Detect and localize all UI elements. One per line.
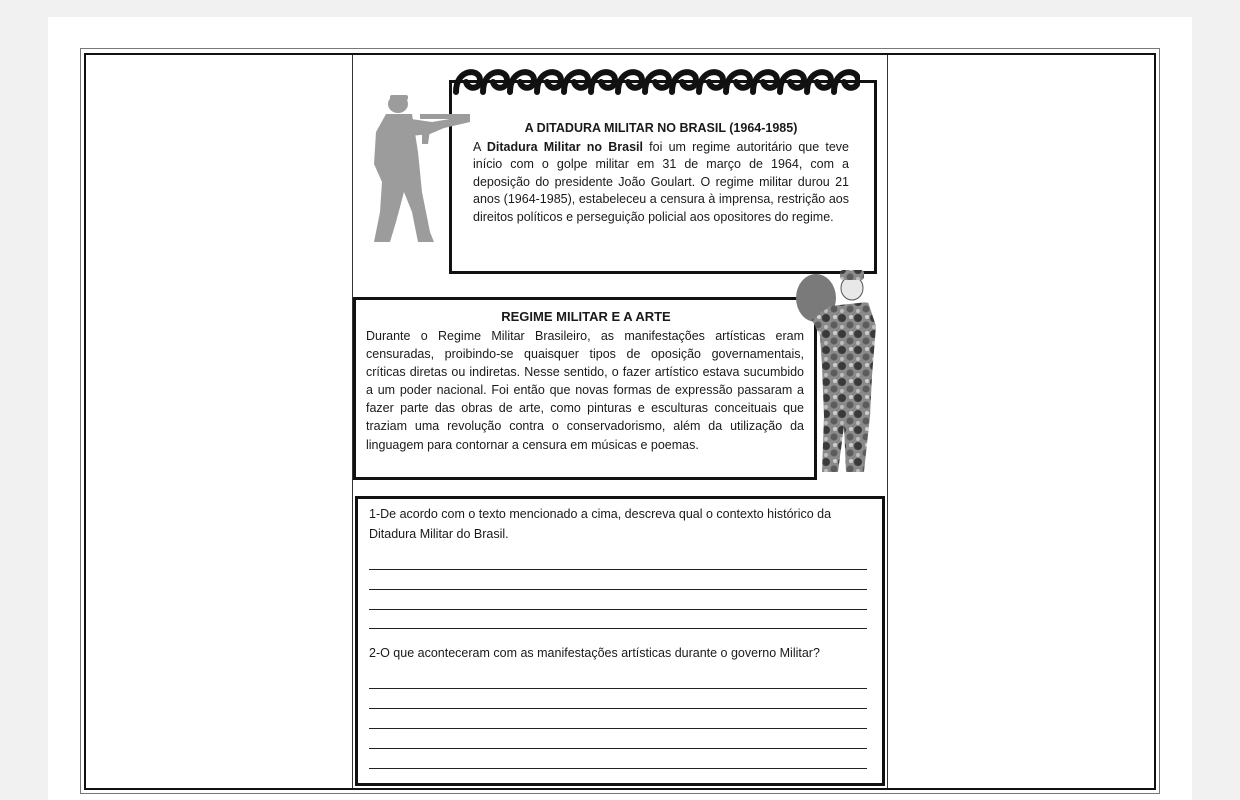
answer-line[interactable] xyxy=(369,569,867,570)
section2-text: Durante o Regime Militar Brasileiro, as manifestações artísticas eram censuradas, proibindo-se quaisquer tipos de oposição governamentais, críticas diretas ou indiretas. Nesse sentido, o fazer artístico estava sucumbido a um poder nacional. Foi então que novas formas de expressão passaram a fazer parte das obras de arte, como pinturas e esculturas conceituais que traziam uma revolução contra o conservadorismo, além da utilização da linguagem para contornar a censura em músicas e poemas. xyxy=(366,329,804,452)
section1-title: A DITADURA MILITAR NO BRASIL (1964-1985) xyxy=(524,121,798,135)
section1-intro-prefix: A xyxy=(473,140,487,154)
answer-line[interactable] xyxy=(369,589,867,590)
answer-line[interactable] xyxy=(369,688,867,689)
spiral-coil xyxy=(834,72,858,92)
spiral-coil xyxy=(726,72,750,92)
question-2: 2-O que aconteceram com as manifestações artísticas durante o governo Militar? xyxy=(369,646,820,660)
soldier-silhouette-icon xyxy=(360,92,480,252)
spiral-coil xyxy=(483,72,507,92)
section1-text xyxy=(473,139,849,226)
spiral-coil xyxy=(780,72,804,92)
spiral-coil xyxy=(537,72,561,92)
answer-line[interactable] xyxy=(369,728,867,729)
spiral-coil xyxy=(753,72,777,92)
camouflage-soldier-icon xyxy=(790,266,880,478)
answer-line[interactable] xyxy=(369,628,867,629)
column-divider-right xyxy=(887,55,888,788)
section1-text-body: foi um regime autoritário que teve início com o golpe militar em 31 de março de 1964, com a deposição do presidente João Goulart. O regime militar durou 21 anos (1964-1985), estabeleceu a censura à imprensa, restrição aos direitos políticos e perseguição policial aos opositores do regime. xyxy=(473,140,850,224)
spiral-coil xyxy=(618,72,642,92)
question-1: 1-De acordo com o texto mencionado a cima, descreva qual o contexto histórico da Ditadura Militar do Brasil. xyxy=(369,507,832,541)
section2-title: REGIME MILITAR E A ARTE xyxy=(501,309,671,324)
spiral-coil xyxy=(645,72,669,92)
spiral-coil xyxy=(510,72,534,92)
spiral-binding-icon xyxy=(452,60,860,102)
spiral-coil xyxy=(564,72,588,92)
spiral-coil xyxy=(672,72,696,92)
answer-line[interactable] xyxy=(369,768,867,769)
answer-line[interactable] xyxy=(369,748,867,749)
spiral-coil xyxy=(456,72,480,92)
answer-line[interactable] xyxy=(369,609,867,610)
section1-intro-bold: Ditadura Militar no Brasil xyxy=(486,140,643,154)
spiral-coil xyxy=(699,72,723,92)
spiral-coil xyxy=(591,72,615,92)
answer-line[interactable] xyxy=(369,708,867,709)
spiral-coil xyxy=(807,72,831,92)
